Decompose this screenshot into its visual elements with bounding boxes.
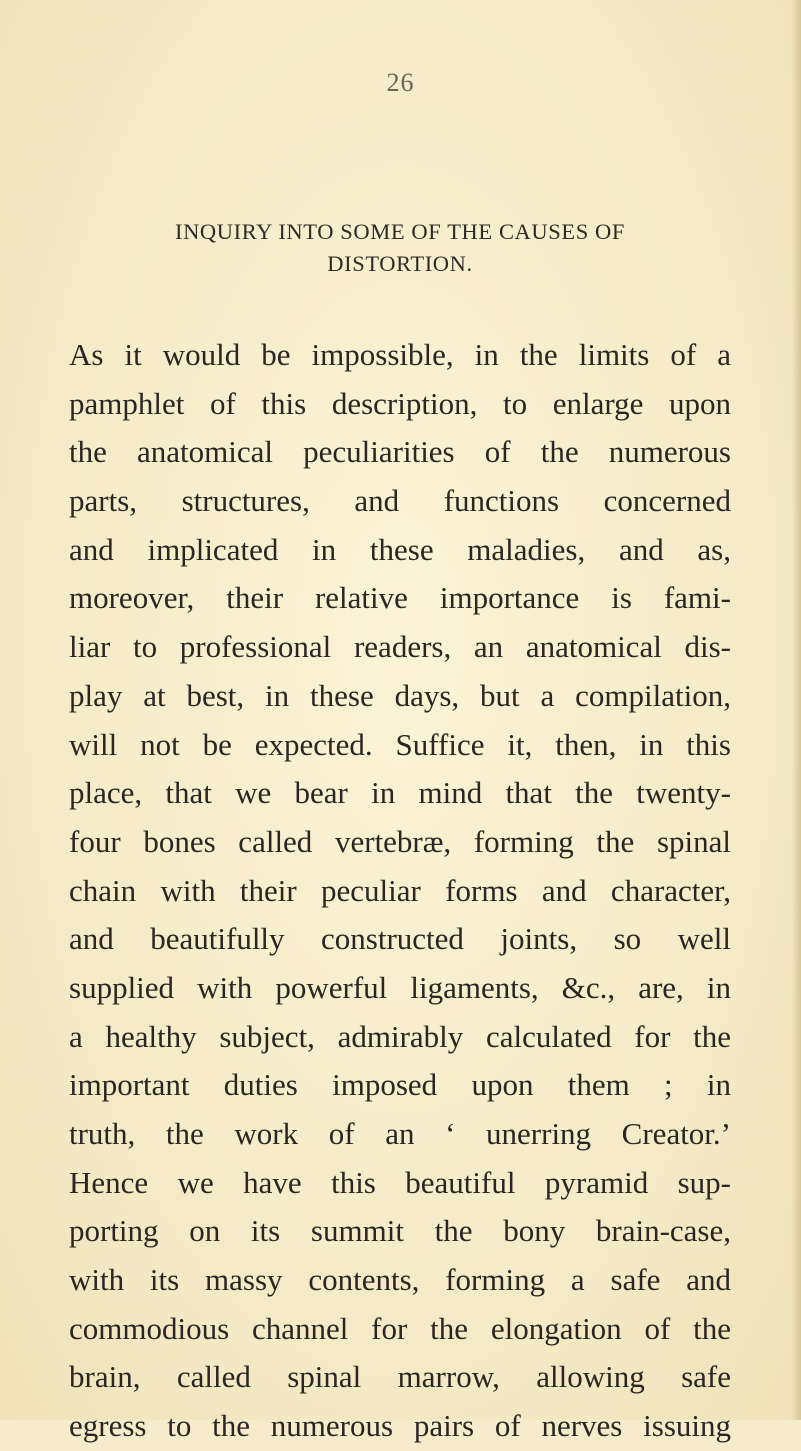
text-line: truth, the work of an ‘ unerring Creator.’ [69, 1116, 731, 1151]
text-line: parts, structures, and functions concerned [69, 483, 731, 519]
text-line: Hence we have this beautiful pyramid sup- [69, 1164, 731, 1200]
text-line: play at best, in these days, but a compilation, [69, 677, 731, 713]
text-line: place, that we bear in mind that the twenty- [69, 775, 731, 811]
text-line: porting on its summit the bony brain-case, [69, 1213, 731, 1249]
text-line: will not be expected. Suffice it, then, in this [69, 726, 731, 762]
page-edge-shadow [791, 0, 801, 1420]
text-line: brain, called spinal marrow, allowing safe [69, 1359, 731, 1395]
text-line: four bones called vertebræ, forming the spinal [69, 823, 731, 859]
heading-line: INQUIRY INTO SOME OF THE CAUSES OF [174, 219, 626, 244]
text-line: supplied with powerful ligaments, &c., are, in [69, 969, 731, 1005]
text-line: a healthy subject, admirably calculated for the [69, 1018, 731, 1054]
text-line: important duties imposed upon them ; in [69, 1067, 731, 1103]
text-line: the anatomical peculiarities of the numerous [69, 434, 731, 470]
page-number: 26 [386, 68, 415, 97]
body-paragraph [69, 331, 731, 1451]
text-line: and implicated in these maladies, and as, [69, 531, 731, 567]
text-line: and beautifully constructed joints, so well [69, 921, 731, 957]
text-line: liar to professional readers, an anatomical dis- [69, 629, 731, 665]
section-heading [70, 216, 730, 280]
text-line: As it would be impossible, in the limits of a [69, 337, 731, 372]
text-line: egress to the numerous pairs of nerves issuing [69, 1408, 731, 1444]
heading-line: DISTORTION. [327, 251, 473, 276]
text-line: chain with their peculiar forms and character, [69, 872, 731, 908]
text-line: with its massy contents, forming a safe and [69, 1262, 731, 1298]
text-line: moreover, their relative importance is fami- [69, 580, 731, 616]
text-line: pamphlet of this description, to enlarge upon [69, 385, 731, 421]
text-line: commodious channel for the elongation of the [69, 1310, 731, 1346]
